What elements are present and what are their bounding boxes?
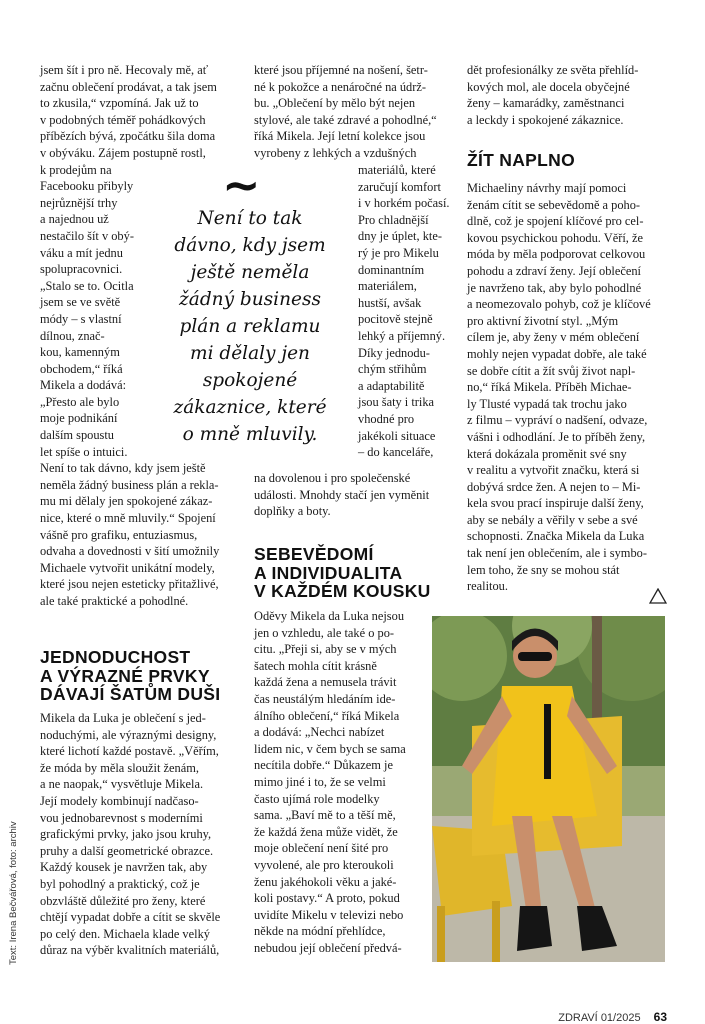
- text-line: né k pokožce a nenáročné na údrž-: [254, 79, 426, 94]
- text-line: po celý den. Michaela klade velký: [40, 926, 210, 941]
- text-line: vou jednobarevnost s moderními: [40, 810, 203, 825]
- text-line: a najednou už: [40, 212, 109, 227]
- text-line: „Přesto ale bylo: [40, 394, 120, 409]
- text-line: dobývá srdce žen. A nejen to – Mi-: [467, 479, 641, 494]
- text-line: Není to tak dávno, kdy jsem ještě: [40, 461, 206, 476]
- heading-sebevedomi: [254, 545, 431, 601]
- text-line: noduchými, ale výraznými designy,: [40, 727, 217, 742]
- text-line: neměla žádný business plán a rekla-: [40, 477, 219, 492]
- column-3-text-bottom: [467, 180, 651, 595]
- text-line: že móda by měla sloužit ženám,: [40, 760, 199, 775]
- text-line: rý je pro Mikelu: [358, 245, 439, 260]
- text-line: a dodává: „Nechci nabízet: [254, 725, 385, 740]
- text-line: šatech mohla cítit krásně: [254, 658, 377, 673]
- column-3-text-top: [467, 62, 638, 128]
- text-line: álního oblečení,“ říká Mikela: [254, 708, 400, 723]
- text-line: říká Mikela. Její letní kolekce jsou: [254, 129, 426, 144]
- text-line: lidem nic, v čem bych se sama: [254, 741, 406, 756]
- text-line: bu. „Oblečení by mělo být nejen: [254, 96, 416, 111]
- issue-number: 01/2025: [600, 1012, 641, 1024]
- photo-illustration: [432, 616, 665, 962]
- text-line: a ne naopak,“ vysvětluje Mikela.: [40, 777, 204, 792]
- text-line: sama. „Baví mě to a těší mě,: [254, 808, 396, 823]
- text-line: nejrůznější trhy: [40, 195, 118, 210]
- pull-quote-line: spokojené: [202, 370, 298, 391]
- section-heading-line: ŽÍT NAPLNO: [467, 150, 575, 170]
- text-line: Mikela da Luka je oblečení s jed-: [40, 711, 206, 725]
- text-line: dlně, což je spojení klíčové pro cel-: [467, 214, 644, 229]
- text-line: kových mol, ale docela obyčejné: [467, 79, 630, 94]
- magazine-name: ZDRAVÍ: [558, 1012, 598, 1024]
- text-line: lem toho, že sny se mohou stát: [467, 562, 620, 577]
- pull-quote-line: ještě neměla: [190, 262, 310, 283]
- text-line: jen o vzhledu, ale také o po-: [254, 625, 395, 640]
- text-line: obzvláště důležité pro ženy, které: [40, 893, 206, 908]
- text-line: dominantním: [358, 262, 425, 277]
- text-line: události. Mnohdy stačí jen vyměnit: [254, 487, 430, 502]
- text-line: jsem šít i pro ně. Hecovaly mě, ať: [40, 63, 209, 77]
- text-line: v podobných téměř pohádkových: [40, 112, 206, 127]
- text-line: které jsou nejen esteticky přitažlivé,: [40, 577, 219, 592]
- pull-quote: [160, 205, 340, 448]
- text-line: schopnosti. Značka Mikela da Luka: [467, 529, 645, 544]
- pull-quote-line: dávno, kdy jsem: [174, 235, 326, 256]
- text-line: ženám cítit se sebevědomě a poho-: [467, 197, 641, 212]
- text-line: a neomezovalo pohyb, což je klíčové: [467, 297, 651, 312]
- text-line: let spíše o intuici.: [40, 444, 128, 459]
- text-line: je navrženo tak, aby bylo pohodlné: [467, 280, 642, 295]
- section-heading-line: DÁVAJÍ ŠATŮM DUŠI: [40, 684, 221, 704]
- text-line: jakékoli situace: [358, 428, 436, 443]
- text-line: ly Tlusté vypadá tak trochu jako: [467, 396, 627, 411]
- text-line: Pro chladnější: [358, 212, 429, 227]
- text-line: dět profesionálky ze světa přehlíd-: [467, 63, 639, 77]
- text-line: ženy – kamarádky, zaměstnanci: [467, 96, 625, 111]
- text-line: čas neustálým hledáním ide-: [254, 691, 396, 706]
- text-line: koli postavy.“ A proto, pokud: [254, 891, 400, 906]
- section-heading-line: SEBEVĚDOMÍ: [254, 544, 374, 564]
- text-line: no,“ říká Mikela. Příběh Michae-: [467, 380, 632, 395]
- text-line: na dovolenou i pro společenské: [254, 471, 411, 485]
- text-line: a leckdy i spokojené zákaznice.: [467, 112, 624, 127]
- text-line: byl pohodlný a praktický, což je: [40, 876, 200, 891]
- text-line: vyvolené, ale pro kteroukoli: [254, 857, 394, 872]
- text-line: uvidíte Mikelu v televizi nebo: [254, 907, 404, 922]
- text-line: „Stalo se to. Ocitla: [40, 278, 134, 293]
- text-line: chým střihům: [358, 362, 427, 377]
- text-line: v obýváku. Zájem postupně rostl,: [40, 145, 206, 160]
- text-line: Mikela a dodává:: [40, 378, 127, 393]
- column-2-text-bottom: [254, 608, 406, 956]
- column-2-text-narrow: [358, 162, 450, 461]
- text-line: důraz na výběr kvalitních materiálů,: [40, 943, 220, 958]
- text-line: které jsou příjemné na nošení, šetr-: [254, 63, 428, 77]
- section-heading-line: A VÝRAZNÉ PRVKY: [40, 665, 210, 686]
- text-line: i v horkém počasí.: [358, 196, 450, 211]
- text-line: tak není jen oblečením, ale i symbo-: [467, 546, 647, 561]
- text-line: necítila dobře.“ Důkazem je: [254, 758, 393, 773]
- text-line: nice, které o mně mluvily.“ Spojení: [40, 511, 216, 526]
- text-line: stylové, ale také zdravé a pohodlné,“: [254, 112, 437, 127]
- text-line: Oděvy Mikela da Luka nejsou: [254, 609, 405, 623]
- text-line: dalším spoustu: [40, 428, 115, 443]
- text-line: citu. „Přeji si, aby se v mých: [254, 642, 397, 657]
- text-line: materiálů, které: [358, 163, 436, 177]
- text-line: někde na módní přehlídce,: [254, 924, 386, 939]
- text-line: Každý kousek je navržen tak, aby: [40, 860, 208, 875]
- text-line: pohodu a zdraví ženy. Její oblečení: [467, 263, 641, 278]
- text-line: odvaha a dovednosti v šití umožnily: [40, 544, 220, 559]
- section-heading-line: JEDNODUCHOST: [40, 647, 191, 667]
- section-heading-line: V KAŽDÉM KOUSKU: [254, 581, 431, 601]
- text-line: každá žena a nemusela trávit: [254, 675, 397, 690]
- text-line: ženu jakéhokoli věku a jaké-: [254, 874, 397, 889]
- text-line: vhodné pro: [358, 411, 415, 426]
- text-line: zaručují komfort: [358, 179, 441, 194]
- text-line: často ujímá role modelky: [254, 791, 380, 806]
- text-line: doplňky a boty.: [254, 504, 331, 519]
- section-heading-line: A INDIVIDUALITA: [254, 562, 403, 583]
- text-line: mohly nejen vypadat dobře, ale také: [467, 346, 647, 361]
- text-line: v realitu a vytvořit značku, která si: [467, 463, 640, 478]
- text-line: moje oblečení není šité pro: [254, 841, 389, 856]
- text-line: se dobře cítit a žít svůj život napl-: [467, 363, 636, 378]
- text-line: spolupracovnici.: [40, 262, 123, 277]
- text-line: aby se nebály a věřily v sebe a své: [467, 512, 638, 527]
- photo-woman-yellow-dress: [432, 616, 665, 962]
- text-line: váku a mít jednu: [40, 245, 123, 260]
- text-line: že každá žena může vidět, že: [254, 824, 398, 839]
- text-line: dny je úplet, kte-: [358, 229, 442, 244]
- text-line: jsem se ve světě: [40, 295, 121, 310]
- text-line: začnu oblečení prodávat, a tak jsem: [40, 79, 217, 94]
- text-line: pocitově stejně: [358, 312, 433, 327]
- text-line: materiálem,: [358, 279, 417, 294]
- text-line: realitou.: [467, 579, 508, 594]
- text-line: příbězích bývá, zpočátku šila doma: [40, 129, 216, 144]
- text-line: chtějí vypadat dobře a cítit se skvěle: [40, 910, 221, 925]
- text-line: mu mi dělaly jen spokojené zákaz-: [40, 494, 213, 509]
- text-line: dílnou, znač-: [40, 328, 105, 343]
- text-line: lehký a příjemný.: [358, 328, 446, 343]
- text-line: moje podnikání: [40, 411, 118, 426]
- text-line: hustší, avšak: [358, 295, 422, 310]
- end-triangle-icon: [649, 588, 667, 604]
- text-line: – do kanceláře,: [358, 445, 434, 460]
- text-line: nestačilo šít v obý-: [40, 228, 134, 243]
- text-line: z filmu – vypráví o nadšení, odvaze,: [467, 413, 648, 428]
- text-line: to zkusila,“ vzpomíná. Jak už to: [40, 96, 199, 111]
- text-line: kou, kamenným: [40, 345, 120, 360]
- text-line: Facebooku přibyly: [40, 179, 134, 194]
- text-line: kela svou prací inspiruje další ženy,: [467, 496, 644, 511]
- text-line: Michaeliny návrhy mají pomoci: [467, 181, 627, 195]
- page-number: 63: [653, 1010, 667, 1024]
- text-line: cílem je, aby ženy v mém oblečení: [467, 330, 640, 345]
- pull-quote-line: mi dělaly jen: [190, 343, 310, 364]
- text-line: která dokázala proměnit své sny: [467, 446, 627, 461]
- text-line: móda by měla podporovat celkovou: [467, 247, 646, 262]
- text-line: k prodejům na: [40, 162, 112, 177]
- column-2-text-top: [254, 62, 437, 162]
- column-1-text-bottom: [40, 710, 220, 959]
- text-line: vyrobeny z lehkých a vzdušných: [254, 145, 417, 160]
- pull-quote-line: zákaznice, které: [173, 397, 327, 418]
- text-line: Díky jednodu-: [358, 345, 430, 360]
- tilde-ornament-icon: ~: [222, 158, 261, 212]
- text-line: Její modely kombinují nadčaso-: [40, 793, 199, 808]
- text-line: vášni i odhodlání. Je to příběh ženy,: [467, 429, 646, 444]
- pull-quote-line: o mně mluvily.: [182, 424, 318, 445]
- text-line: grafickými prvky, jako jsou kruhy,: [40, 827, 212, 842]
- text-line: mimo jiné i to, že se velmi: [254, 774, 386, 789]
- text-line: a adaptabilitě: [358, 378, 425, 393]
- pull-quote-line: žádný business: [179, 289, 321, 310]
- text-line: pro aktivní životní styl. „Mým: [467, 313, 619, 328]
- text-line: obchodem,“ říká: [40, 361, 123, 376]
- text-line: nebudou její oblečení předvá-: [254, 940, 402, 955]
- text-line: Michaele vytvořit unikátní modely,: [40, 560, 215, 575]
- text-line: jsou šaty i trika: [358, 395, 435, 410]
- text-line: kovou psychickou pohodu. Věří, že: [467, 230, 643, 245]
- text-line: ale také praktické a pohodlné.: [40, 594, 189, 608]
- text-line: vášně pro grafiku, entuziasmus,: [40, 527, 198, 542]
- heading-jednoduchost: [40, 648, 220, 704]
- pull-quote-line: Není to tak: [197, 208, 303, 229]
- pull-quote-line: plán a reklamu: [179, 316, 321, 337]
- photo-credit: Text: Irena Bečvářová, foto: archiv: [8, 821, 19, 965]
- page-footer: [558, 1010, 667, 1024]
- column-2-text-after: [254, 470, 429, 520]
- heading-zit-naplno: [467, 151, 575, 170]
- text-line: módy – s vlastní: [40, 311, 122, 326]
- text-line: pruhy a další geometrické obrazce.: [40, 843, 214, 858]
- text-line: které lichotí každé postavě. „Věřím,: [40, 744, 219, 759]
